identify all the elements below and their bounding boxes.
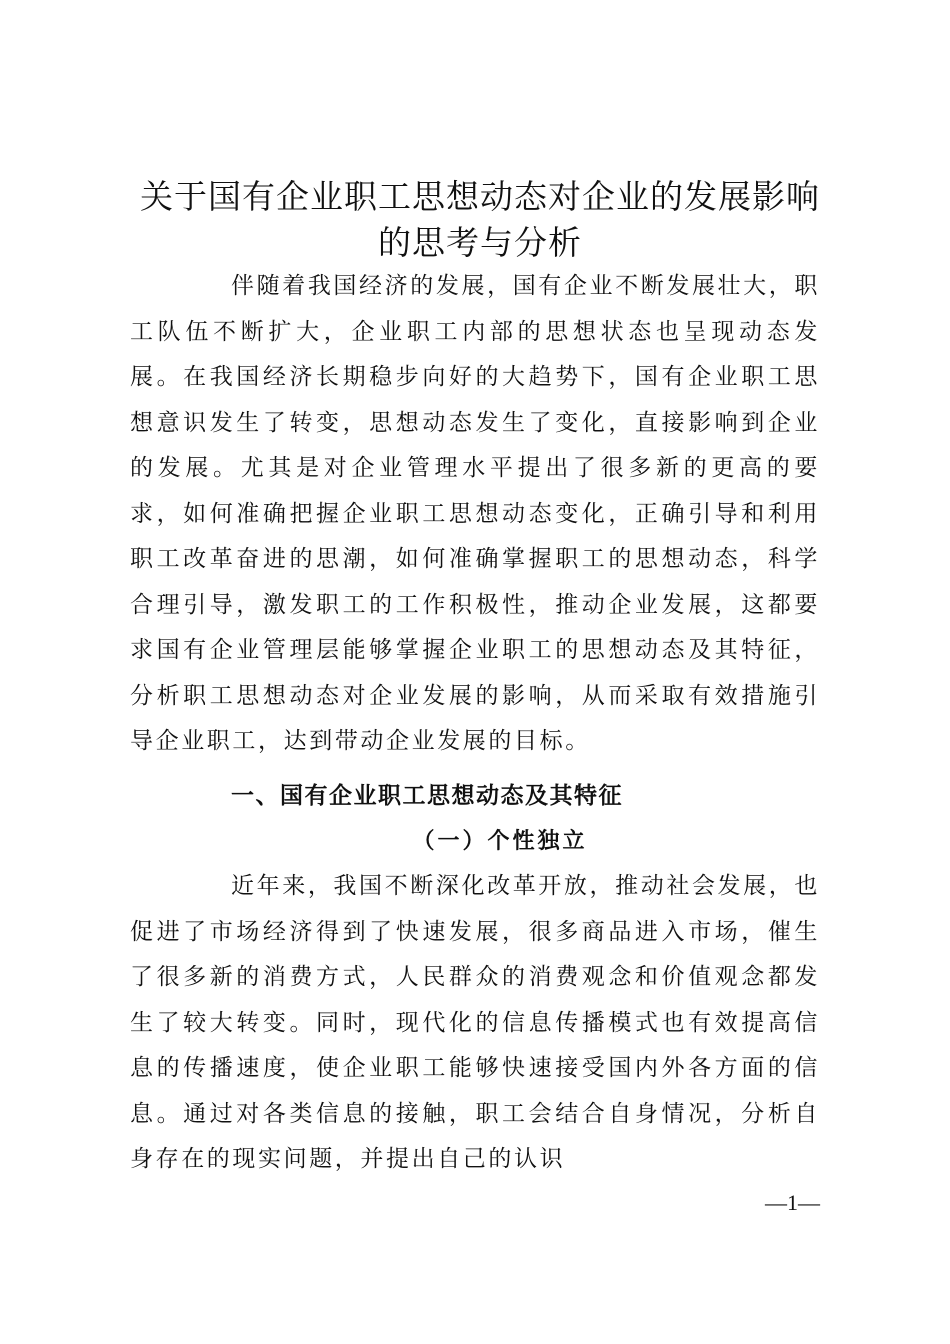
section-heading: 一、国有企业职工思想动态及其特征 xyxy=(231,783,623,809)
subsection-heading: （一）个性独立 xyxy=(412,828,588,854)
body-paragraph: 近年来，我国不断深化改革开放，推动社会发展，也促进了市场经济得到了快速发展，很多商品进入市场，催生了很多新的消费方式，人民群众的消费观念和价值观念都发生了较大转变。同时，现代化的信息传播模式也有效提高信息的传播速度，使企业职工能够快速接受国内外各方面的信息。通过对各类信息的接触，职工会结合自身情况，分析自身存在的现实问题，并提出自己的认识 xyxy=(130,873,820,1172)
intro-paragraph: 伴随着我国经济的发展，国有企业不断发展壮大，职工队伍不断扩大，企业职工内部的思想状态也呈现动态发展。在我国经济长期稳步向好的大趋势下，国有企业职工思想意识发生了转变，思想动态发生了变化，直接影响到企业的发展。尤其是对企业管理水平提出了很多新的更高的要求，如何准确把握企业职工思想动态变化，正确引导和利用职工改革奋进的思潮，如何准确掌握职工的思想动态，科学合理引导，激发职工的工作积极性，推动企业发展，这都要求国有企业管理层能够掌握企业职工的思想动态及其特征，分析职工思想动态对企业发展的影响，从而采取有效措施引导企业职工，达到带动企业发展的目标。 xyxy=(130,273,820,754)
document-title-line-2: 的思考与分析 xyxy=(378,223,582,262)
page-number: —1— xyxy=(765,1190,820,1215)
document-title-line-1: 关于国有企业职工思想动态对企业的发展影响 xyxy=(140,177,820,216)
